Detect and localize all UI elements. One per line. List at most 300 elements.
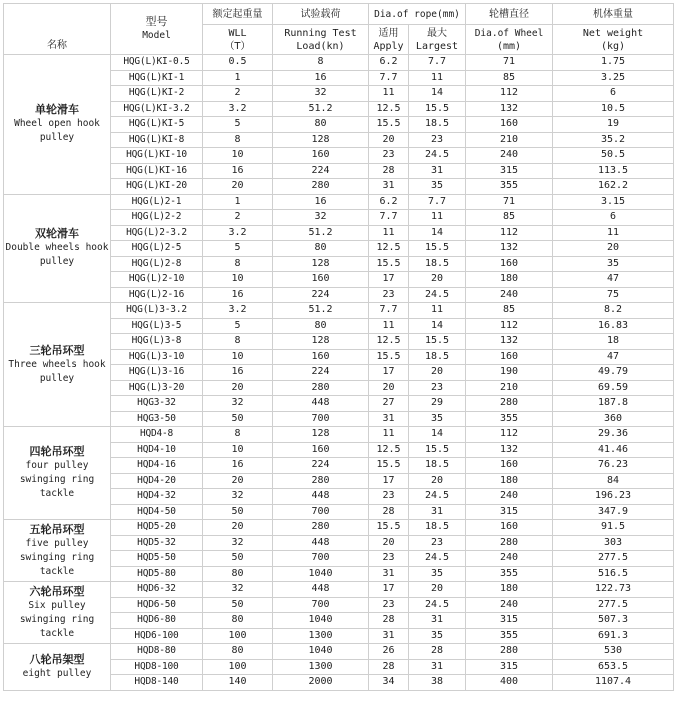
wll-cell: 10 (203, 272, 273, 288)
test-load-cell: 700 (273, 412, 369, 428)
rope-largest-cell: 20 (409, 474, 466, 490)
wll-cell: 20 (203, 520, 273, 536)
wheel-dia-cell: 160 (466, 257, 553, 273)
rope-largest-cell: 15.5 (409, 443, 466, 459)
test-load-cell: 51.2 (273, 102, 369, 118)
net-weight-cell: 47 (553, 272, 674, 288)
wll-cell: 5 (203, 319, 273, 335)
rope-largest-cell: 31 (409, 613, 466, 629)
model-cell: HQG(L)2-10 (111, 272, 203, 288)
rope-apply-cell: 15.5 (369, 458, 409, 474)
group-name-en: Wheel open hook pulley (14, 118, 100, 144)
wheel-dia-cell: 180 (466, 474, 553, 490)
header-weight-en: Net weight (582, 27, 644, 39)
group-name-en: five pulley swinging ring tackle (19, 537, 95, 577)
model-cell: HQD6-80 (111, 613, 203, 629)
header-wll-en: WLL (228, 27, 247, 39)
group-name-en: Three wheels hook pulley (8, 358, 106, 384)
wll-cell: 32 (203, 396, 273, 412)
wheel-dia-cell: 400 (466, 675, 553, 691)
header-wheel (466, 25, 553, 55)
wll-cell: 5 (203, 117, 273, 133)
rope-largest-cell: 14 (409, 319, 466, 335)
net-weight-cell: 6 (553, 210, 674, 226)
net-weight-cell: 162.2 (553, 179, 674, 195)
wll-cell: 1 (203, 195, 273, 211)
rope-largest-cell: 24.5 (409, 598, 466, 614)
test-load-cell: 1040 (273, 644, 369, 660)
header-wll-zh: 额定起重量 (203, 4, 273, 25)
test-load-cell: 448 (273, 536, 369, 552)
wll-cell: 8 (203, 133, 273, 149)
rope-apply-cell: 20 (369, 381, 409, 397)
header-largest-en: Largest (415, 40, 459, 52)
wheel-dia-cell: 71 (466, 55, 553, 71)
wheel-dia-cell: 315 (466, 660, 553, 676)
rope-largest-cell: 15.5 (409, 241, 466, 257)
net-weight-cell: 18 (553, 334, 674, 350)
rope-apply-cell: 12.5 (369, 102, 409, 118)
net-weight-cell: 113.5 (553, 164, 674, 180)
wll-cell: 140 (203, 675, 273, 691)
rope-largest-cell: 14 (409, 226, 466, 242)
group-name-en: four pulley swinging ring tackle (19, 460, 95, 499)
model-cell: HQD4-20 (111, 474, 203, 490)
wll-cell: 16 (203, 164, 273, 180)
net-weight-cell: 187.8 (553, 396, 674, 412)
net-weight-cell: 303 (553, 536, 674, 552)
net-weight-cell: 277.5 (553, 551, 674, 567)
rope-apply-cell: 28 (369, 613, 409, 629)
test-load-cell: 128 (273, 257, 369, 273)
header-weight-zh: 机体重量 (553, 4, 674, 25)
model-cell: HQG(L)3-3.2 (111, 303, 203, 319)
rope-largest-cell: 18.5 (409, 117, 466, 133)
wheel-dia-cell: 160 (466, 117, 553, 133)
model-cell: HQD8-80 (111, 644, 203, 660)
wheel-dia-cell: 210 (466, 133, 553, 149)
header-largest-zh: 最大 (427, 27, 447, 39)
model-cell: HQD5-20 (111, 520, 203, 536)
net-weight-cell: 530 (553, 644, 674, 660)
wll-cell: 50 (203, 505, 273, 521)
spec-table-container (3, 3, 673, 723)
wheel-dia-cell: 355 (466, 179, 553, 195)
wheel-dia-cell: 240 (466, 148, 553, 164)
rope-apply-cell: 12.5 (369, 443, 409, 459)
wll-cell: 80 (203, 644, 273, 660)
net-weight-cell: 10.5 (553, 102, 674, 118)
net-weight-cell: 8.2 (553, 303, 674, 319)
net-weight-cell: 277.5 (553, 598, 674, 614)
group-name-zh: 单轮滑车 (35, 103, 79, 117)
rope-largest-cell: 35 (409, 567, 466, 583)
model-cell: HQD4-16 (111, 458, 203, 474)
test-load-cell: 280 (273, 520, 369, 536)
model-cell: HQG(L)3-20 (111, 381, 203, 397)
net-weight-cell: 41.46 (553, 443, 674, 459)
net-weight-cell: 1.75 (553, 55, 674, 71)
test-load-cell: 224 (273, 164, 369, 180)
rope-largest-cell: 35 (409, 412, 466, 428)
test-load-cell: 224 (273, 365, 369, 381)
test-load-cell: 160 (273, 148, 369, 164)
model-cell: HQD4-10 (111, 443, 203, 459)
wll-cell: 3.2 (203, 226, 273, 242)
wheel-dia-cell: 112 (466, 86, 553, 102)
wheel-dia-cell: 210 (466, 381, 553, 397)
rope-apply-cell: 12.5 (369, 334, 409, 350)
wheel-dia-cell: 85 (466, 71, 553, 87)
rope-largest-cell: 23 (409, 536, 466, 552)
wheel-dia-cell: 132 (466, 443, 553, 459)
rope-apply-cell: 23 (369, 489, 409, 505)
model-cell: HQG(L)KI-0.5 (111, 55, 203, 71)
rope-apply-cell: 11 (369, 86, 409, 102)
wheel-dia-cell: 355 (466, 567, 553, 583)
wheel-dia-cell: 280 (466, 396, 553, 412)
model-cell: HQG3-50 (111, 412, 203, 428)
wll-cell: 16 (203, 458, 273, 474)
test-load-cell: 224 (273, 458, 369, 474)
wll-cell: 50 (203, 412, 273, 428)
rope-apply-cell: 7.7 (369, 303, 409, 319)
model-cell: HQG(L)3-5 (111, 319, 203, 335)
test-load-cell: 280 (273, 381, 369, 397)
group-name-zh: 三轮吊环型 (29, 343, 85, 357)
net-weight-cell: 3.25 (553, 71, 674, 87)
header-weight (553, 25, 674, 55)
rope-apply-cell: 28 (369, 164, 409, 180)
wll-cell: 10 (203, 443, 273, 459)
rope-apply-cell: 17 (369, 582, 409, 598)
test-load-cell: 1040 (273, 567, 369, 583)
wheel-dia-cell: 315 (466, 164, 553, 180)
header-model (111, 4, 203, 55)
wheel-dia-cell: 132 (466, 334, 553, 350)
test-load-cell: 1300 (273, 660, 369, 676)
net-weight-cell: 3.15 (553, 195, 674, 211)
pulley-spec-table (3, 3, 674, 691)
test-load-cell: 160 (273, 272, 369, 288)
rope-apply-cell: 12.5 (369, 241, 409, 257)
rope-apply-cell: 23 (369, 148, 409, 164)
rope-largest-cell: 15.5 (409, 334, 466, 350)
net-weight-cell: 122.73 (553, 582, 674, 598)
header-name: 名称 (4, 4, 111, 55)
model-cell: HQD6-32 (111, 582, 203, 598)
group-name-cell (4, 303, 111, 427)
wheel-dia-cell: 240 (466, 598, 553, 614)
group-name-en: Double wheels hook pulley (5, 242, 109, 268)
model-cell: HQD8-140 (111, 675, 203, 691)
wll-cell: 2 (203, 86, 273, 102)
wheel-dia-cell: 85 (466, 303, 553, 319)
wll-cell: 5 (203, 241, 273, 257)
header-rope-title: Dia.of rope(mm) (369, 4, 466, 25)
model-cell: HQG(L)KI-8 (111, 133, 203, 149)
wheel-dia-cell: 160 (466, 350, 553, 366)
rope-largest-cell: 14 (409, 86, 466, 102)
net-weight-cell: 19 (553, 117, 674, 133)
wll-cell: 8 (203, 257, 273, 273)
test-load-cell: 224 (273, 288, 369, 304)
test-load-cell: 80 (273, 319, 369, 335)
rope-apply-cell: 20 (369, 536, 409, 552)
rope-apply-cell: 28 (369, 505, 409, 521)
rope-largest-cell: 24.5 (409, 288, 466, 304)
rope-apply-cell: 11 (369, 226, 409, 242)
table-header (4, 4, 674, 55)
table-row (4, 303, 674, 319)
rope-largest-cell: 11 (409, 303, 466, 319)
model-cell: HQD4-50 (111, 505, 203, 521)
rope-largest-cell: 24.5 (409, 551, 466, 567)
rope-largest-cell: 20 (409, 582, 466, 598)
rope-apply-cell: 31 (369, 629, 409, 645)
net-weight-cell: 47 (553, 350, 674, 366)
rope-largest-cell: 18.5 (409, 350, 466, 366)
wll-cell: 100 (203, 629, 273, 645)
rope-largest-cell: 23 (409, 381, 466, 397)
model-cell: HQG(L)2-5 (111, 241, 203, 257)
net-weight-cell: 76.23 (553, 458, 674, 474)
rope-largest-cell: 31 (409, 164, 466, 180)
table-row (4, 644, 674, 660)
wheel-dia-cell: 180 (466, 272, 553, 288)
wll-cell: 8 (203, 334, 273, 350)
model-cell: HQG(L)2-16 (111, 288, 203, 304)
wheel-dia-cell: 160 (466, 458, 553, 474)
test-load-cell: 700 (273, 551, 369, 567)
wll-cell: 20 (203, 179, 273, 195)
wll-cell: 0.5 (203, 55, 273, 71)
model-cell: HQD5-32 (111, 536, 203, 552)
test-load-cell: 51.2 (273, 226, 369, 242)
rope-apply-cell: 17 (369, 365, 409, 381)
rope-apply-cell: 27 (369, 396, 409, 412)
model-cell: HQG(L)3-16 (111, 365, 203, 381)
rope-apply-cell: 6.2 (369, 195, 409, 211)
wll-cell: 50 (203, 551, 273, 567)
test-load-cell: 128 (273, 427, 369, 443)
model-cell: HQD6-50 (111, 598, 203, 614)
net-weight-cell: 691.3 (553, 629, 674, 645)
header-apply (369, 25, 409, 55)
rope-apply-cell: 15.5 (369, 350, 409, 366)
wll-cell: 20 (203, 381, 273, 397)
model-cell: HQG(L)KI-10 (111, 148, 203, 164)
rope-largest-cell: 14 (409, 427, 466, 443)
rope-apply-cell: 7.7 (369, 71, 409, 87)
rope-largest-cell: 18.5 (409, 520, 466, 536)
net-weight-cell: 360 (553, 412, 674, 428)
wheel-dia-cell: 190 (466, 365, 553, 381)
wheel-dia-cell: 315 (466, 613, 553, 629)
wll-cell: 2 (203, 210, 273, 226)
rope-apply-cell: 28 (369, 660, 409, 676)
net-weight-cell: 75 (553, 288, 674, 304)
wll-cell: 3.2 (203, 102, 273, 118)
wll-cell: 10 (203, 148, 273, 164)
wheel-dia-cell: 355 (466, 412, 553, 428)
model-cell: HQG(L)2-8 (111, 257, 203, 273)
wheel-dia-cell: 160 (466, 520, 553, 536)
net-weight-cell: 20 (553, 241, 674, 257)
model-cell: HQG(L)3-10 (111, 350, 203, 366)
model-cell: HQG(L)KI-16 (111, 164, 203, 180)
test-load-cell: 128 (273, 334, 369, 350)
rope-apply-cell: 11 (369, 319, 409, 335)
group-name-zh: 五轮吊环型 (29, 522, 85, 536)
header-largest (409, 25, 466, 55)
model-cell: HQG3-32 (111, 396, 203, 412)
test-load-cell: 32 (273, 86, 369, 102)
wheel-dia-cell: 240 (466, 288, 553, 304)
test-load-cell: 32 (273, 210, 369, 226)
model-cell: HQD4-32 (111, 489, 203, 505)
model-cell: HQD5-80 (111, 567, 203, 583)
wll-cell: 32 (203, 582, 273, 598)
test-load-cell: 448 (273, 582, 369, 598)
header-weight-unit: (kg) (600, 40, 626, 52)
rope-apply-cell: 34 (369, 675, 409, 691)
group-name-zh: 八轮吊架型 (29, 652, 85, 666)
test-load-cell: 160 (273, 443, 369, 459)
wheel-dia-cell: 71 (466, 195, 553, 211)
rope-largest-cell: 24.5 (409, 148, 466, 164)
header-wheel-unit: (mm) (496, 40, 522, 52)
rope-largest-cell: 35 (409, 629, 466, 645)
group-name-en: eight pulley (22, 667, 92, 679)
group-name-zh: 四轮吊环型 (29, 445, 85, 458)
model-cell: HQG(L)KI-5 (111, 117, 203, 133)
header-apply-en: Apply (373, 40, 404, 52)
wheel-dia-cell: 355 (466, 629, 553, 645)
wheel-dia-cell: 132 (466, 241, 553, 257)
test-load-cell: 280 (273, 474, 369, 490)
wheel-dia-cell: 112 (466, 226, 553, 242)
model-cell: HQG(L)KI-20 (111, 179, 203, 195)
rope-largest-cell: 23 (409, 133, 466, 149)
test-load-cell: 280 (273, 179, 369, 195)
table-body (4, 55, 674, 691)
wll-cell: 80 (203, 567, 273, 583)
test-load-cell: 16 (273, 71, 369, 87)
model-cell: HQG(L)3-8 (111, 334, 203, 350)
wll-cell: 1 (203, 71, 273, 87)
wheel-dia-cell: 280 (466, 536, 553, 552)
model-cell: HQG(L)2-1 (111, 195, 203, 211)
net-weight-cell: 35 (553, 257, 674, 273)
wll-cell: 8 (203, 427, 273, 443)
rope-apply-cell: 6.2 (369, 55, 409, 71)
wheel-dia-cell: 112 (466, 319, 553, 335)
header-wheel-en: Dia.of Wheel (474, 27, 544, 39)
net-weight-cell: 516.5 (553, 567, 674, 583)
rope-apply-cell: 23 (369, 598, 409, 614)
group-name-cell (4, 520, 111, 582)
net-weight-cell: 1107.4 (553, 675, 674, 691)
net-weight-cell: 11 (553, 226, 674, 242)
table-row (4, 55, 674, 71)
rope-apply-cell: 17 (369, 474, 409, 490)
net-weight-cell: 35.2 (553, 133, 674, 149)
group-name-zh: 六轮吊环型 (29, 584, 85, 598)
wll-cell: 20 (203, 474, 273, 490)
rope-apply-cell: 26 (369, 644, 409, 660)
rope-largest-cell: 38 (409, 675, 466, 691)
net-weight-cell: 69.59 (553, 381, 674, 397)
rope-largest-cell: 31 (409, 505, 466, 521)
rope-apply-cell: 15.5 (369, 117, 409, 133)
wll-cell: 80 (203, 613, 273, 629)
wll-cell: 3.2 (203, 303, 273, 319)
rope-largest-cell: 18.5 (409, 257, 466, 273)
wheel-dia-cell: 240 (466, 551, 553, 567)
header-model-zh: 型号 (145, 15, 168, 28)
rope-apply-cell: 15.5 (369, 257, 409, 273)
rope-largest-cell: 24.5 (409, 489, 466, 505)
rope-apply-cell: 23 (369, 288, 409, 304)
rope-apply-cell: 31 (369, 412, 409, 428)
test-load-cell: 128 (273, 133, 369, 149)
rope-largest-cell: 18.5 (409, 458, 466, 474)
wll-cell: 16 (203, 288, 273, 304)
rope-apply-cell: 23 (369, 551, 409, 567)
test-load-cell: 16 (273, 195, 369, 211)
wll-cell: 32 (203, 489, 273, 505)
rope-largest-cell: 29 (409, 396, 466, 412)
group-name-zh: 双轮滑车 (35, 227, 79, 241)
wheel-dia-cell: 315 (466, 505, 553, 521)
wll-cell: 50 (203, 598, 273, 614)
test-load-cell: 160 (273, 350, 369, 366)
rope-largest-cell: 15.5 (409, 102, 466, 118)
net-weight-cell: 50.5 (553, 148, 674, 164)
header-test-en1: Running Test (284, 27, 357, 39)
model-cell: HQG(L)KI-3.2 (111, 102, 203, 118)
rope-apply-cell: 31 (369, 179, 409, 195)
wll-cell: 10 (203, 350, 273, 366)
wll-cell: 16 (203, 365, 273, 381)
header-model-en: Model (142, 30, 171, 41)
test-load-cell: 1040 (273, 613, 369, 629)
table-row (4, 582, 674, 598)
model-cell: HQD5-50 (111, 551, 203, 567)
net-weight-cell: 507.3 (553, 613, 674, 629)
net-weight-cell: 84 (553, 474, 674, 490)
wheel-dia-cell: 132 (466, 102, 553, 118)
test-load-cell: 448 (273, 489, 369, 505)
rope-largest-cell: 7.7 (409, 55, 466, 71)
header-test-zh: 试验载荷 (273, 4, 369, 25)
rope-largest-cell: 11 (409, 210, 466, 226)
net-weight-cell: 196.23 (553, 489, 674, 505)
header-wheel-zh: 轮槽直径 (466, 4, 553, 25)
rope-largest-cell: 31 (409, 660, 466, 676)
rope-largest-cell: 28 (409, 644, 466, 660)
group-name-cell (4, 427, 111, 520)
model-cell: HQG(L)KI-1 (111, 71, 203, 87)
test-load-cell: 2000 (273, 675, 369, 691)
test-load-cell: 51.2 (273, 303, 369, 319)
net-weight-cell: 49.79 (553, 365, 674, 381)
test-load-cell: 700 (273, 505, 369, 521)
test-load-cell: 8 (273, 55, 369, 71)
table-row (4, 520, 674, 536)
wheel-dia-cell: 240 (466, 489, 553, 505)
